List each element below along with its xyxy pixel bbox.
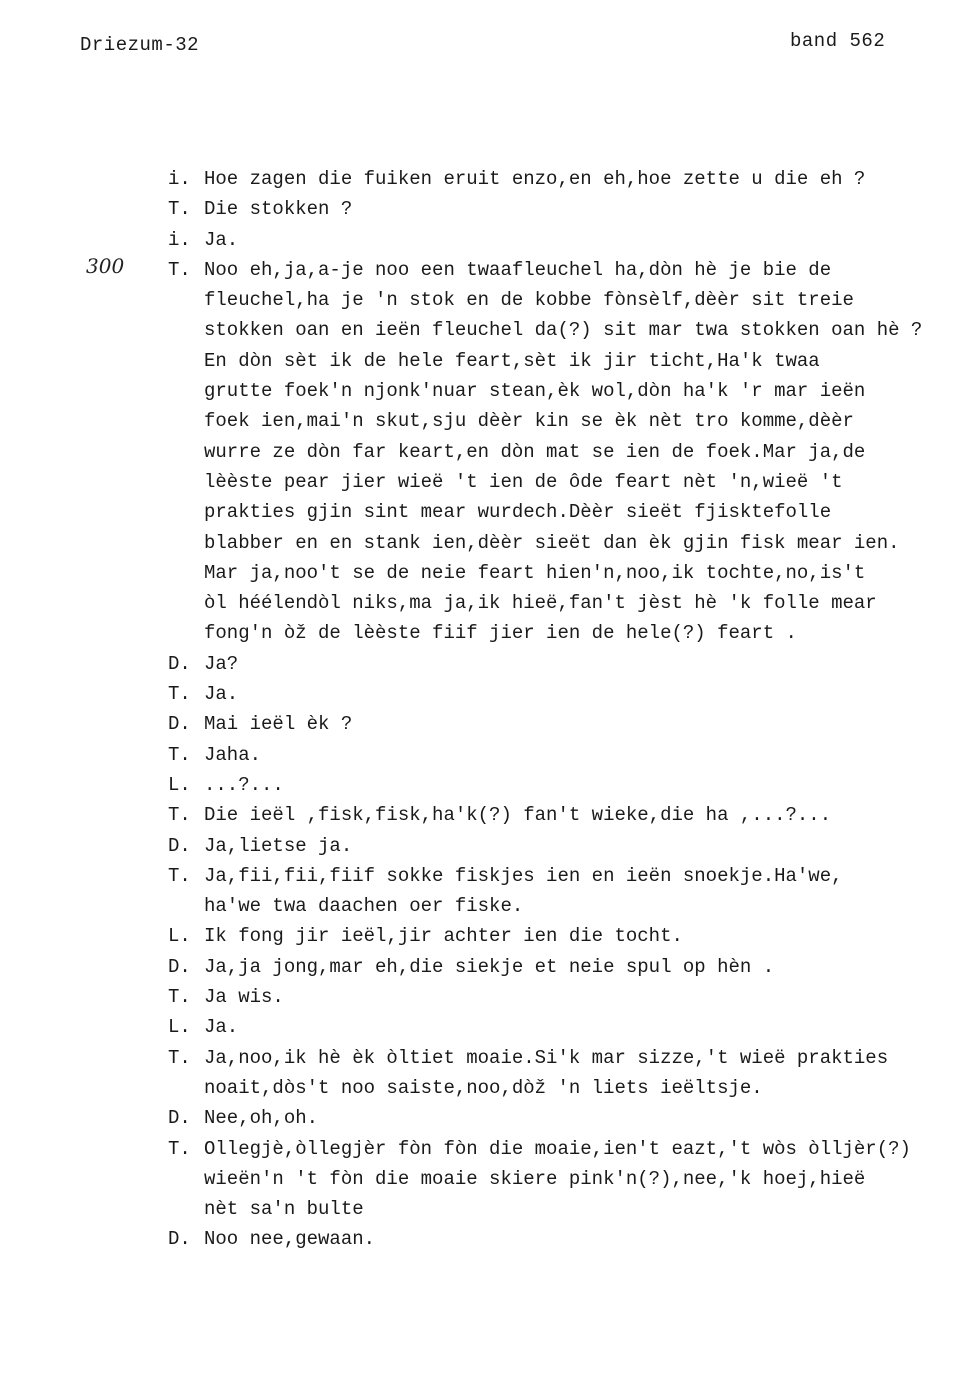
- speaker-label: T.: [168, 743, 191, 766]
- transcript-entry: [168, 952, 968, 982]
- speaker-label: D.: [168, 1228, 191, 1251]
- utterance-line: grutte foek'n njonk'nuar stean,èk wol,dòn ha'k 'r mar ieën: [204, 380, 866, 403]
- utterance: [204, 982, 968, 1012]
- utterance-line: foek ien,mai'n skut,sju dèèr kin se èk nèt tro komme,dèèr: [204, 410, 854, 433]
- utterance: [204, 1103, 968, 1133]
- transcript-entry: [168, 164, 968, 194]
- speaker-label: D.: [168, 713, 191, 736]
- transcript-entry: [168, 861, 968, 922]
- utterance-line: Ja?: [204, 652, 239, 675]
- utterance-line: fleuchel,ha je 'n stok en de kobbe fònsèlf,dèèr sit treie: [204, 289, 854, 312]
- transcript-entry: [168, 1103, 968, 1133]
- utterance-line: òl héélendòl niks,ma ja,ik hieë,fan't jèst hè 'k folle mear: [204, 592, 877, 615]
- speaker-label: L.: [168, 773, 191, 796]
- transcript-entry: [168, 831, 968, 861]
- utterance-line: Ja,lietse ja.: [204, 834, 353, 857]
- transcript-entry: [168, 800, 968, 830]
- utterance: [204, 740, 968, 770]
- utterance-line: En dòn sèt ik de hele feart,sèt ik jir ticht,Ha'k twaa: [204, 349, 820, 372]
- transcript-entry: [168, 225, 968, 255]
- utterance-line: Ja.: [204, 228, 239, 251]
- utterance-line: Ja.: [204, 683, 239, 706]
- speaker-label: D.: [168, 1107, 191, 1130]
- utterance: [204, 921, 968, 951]
- utterance: [204, 649, 968, 679]
- transcript-entry: [168, 982, 968, 1012]
- utterance-line: noait,dòs't noo saiste,noo,dòž 'n liets ieëltsje.: [204, 1076, 763, 1099]
- utterance: [204, 861, 968, 922]
- utterance-line: Jaha.: [204, 743, 262, 766]
- utterance: [204, 164, 968, 194]
- utterance: [204, 679, 968, 709]
- speaker-label: T.: [168, 986, 191, 1009]
- speaker-label: T.: [168, 804, 191, 827]
- transcript-entry: [168, 921, 968, 951]
- speaker-label: T.: [168, 683, 191, 706]
- transcript-entry: [168, 1224, 968, 1254]
- speaker-label: D.: [168, 834, 191, 857]
- utterance: [204, 255, 968, 649]
- utterance-line: wurre ze dòn far keart,en dòn mat se ien de foek.Mar ja,de: [204, 440, 866, 463]
- transcript-entry: [168, 679, 968, 709]
- transcript-entry: [168, 1012, 968, 1042]
- utterance-line: Ja wis.: [204, 986, 284, 1009]
- speaker-label: T.: [168, 198, 191, 221]
- speaker-label: L.: [168, 925, 191, 948]
- utterance: [204, 709, 968, 739]
- transcript-entry: [168, 255, 968, 649]
- speaker-label: i.: [168, 228, 191, 251]
- utterance-line: Ja,noo,ik hè èk òltiet moaie.Si'k mar sizze,'t wieë prakties: [204, 1046, 889, 1069]
- utterance-line: Hoe zagen die fuiken eruit enzo,en eh,hoe zette u die eh ?: [204, 168, 866, 190]
- utterance: [204, 770, 968, 800]
- utterance: [204, 1012, 968, 1042]
- utterance-line: Die stokken ?: [204, 198, 353, 221]
- utterance: [204, 831, 968, 861]
- speaker-label: T.: [168, 1137, 191, 1160]
- utterance-line: Ja,ja jong,mar eh,die siekje et neie spul op hèn .: [204, 955, 775, 978]
- utterance-line: blabber en en stank ien,dèèr sieët dan èk gjin fisk mear ien.: [204, 531, 900, 554]
- utterance: [204, 225, 968, 255]
- utterance-line: Ja.: [204, 1016, 239, 1039]
- utterance-line: Ik fong jir ieël,jir achter ien die tocht.: [204, 925, 683, 948]
- utterance: [204, 952, 968, 982]
- document-id: Driezum-32: [80, 34, 200, 56]
- utterance-line: ha'we twa daachen oer fiske.: [204, 895, 524, 918]
- utterance: [204, 1134, 968, 1225]
- speaker-label: i.: [168, 168, 191, 190]
- utterance-line: Mar ja,noo't se de neie feart hien'n,noo,ik tochte,no,is't: [204, 561, 866, 584]
- utterance: [204, 800, 968, 830]
- transcript-entry: [168, 770, 968, 800]
- tape-number: band 562: [790, 30, 886, 52]
- utterance-line: Ja,fii,fii,fiif sokke fiskjes ien en ieën snoekje.Ha'we,: [204, 864, 843, 887]
- transcript-entry: [168, 740, 968, 770]
- speaker-label: T.: [168, 258, 191, 281]
- speaker-label: T.: [168, 1046, 191, 1069]
- speaker-label: L.: [168, 1016, 191, 1039]
- utterance-line: Die ieël ,fisk,fisk,ha'k(?) fan't wieke,die ha ,...?...: [204, 804, 832, 827]
- transcript-entry: [168, 194, 968, 224]
- transcript-body: [168, 164, 968, 1255]
- utterance-line: prakties gjin sint mear wurdech.Dèèr sieët fjisktefolle: [204, 501, 832, 524]
- utterance: [204, 1043, 968, 1104]
- utterance-line: lèèste pear jier wieë 't ien de ôde feart nèt 'n,wieë 't: [204, 470, 843, 493]
- utterance-line: Noo nee,gewaan.: [204, 1228, 376, 1251]
- transcript-entry: [168, 709, 968, 739]
- utterance-line: nèt sa'n bulte: [204, 1198, 364, 1221]
- utterance: [204, 1224, 968, 1254]
- transcript-entry: [168, 1043, 968, 1104]
- utterance: [204, 194, 968, 224]
- utterance-line: stokken oan en ieën fleuchel da(?) sit mar twa stokken oan hè ?: [204, 319, 923, 342]
- utterance-line: Ollegjè,òllegjèr fòn fòn die moaie,ien't eazt,'t wòs òlljèr(?): [204, 1137, 911, 1160]
- transcript-entry: [168, 1134, 968, 1225]
- utterance-line: Mai ieël èk ?: [204, 713, 353, 736]
- utterance-line: wieën'n 't fòn die moaie skiere pink'n(?),nee,'k hoej,hieë: [204, 1167, 866, 1190]
- speaker-label: T.: [168, 864, 191, 887]
- speaker-label: D.: [168, 955, 191, 978]
- utterance-line: fong'n òž de lèèste fiif jier ien de hele(?) feart .: [204, 622, 797, 645]
- utterance-line: ...?...: [204, 773, 284, 796]
- utterance-line: Noo eh,ja,a-je noo een twaafleuchel ha,dòn hè je bie de: [204, 258, 832, 281]
- transcript-entry: [168, 649, 968, 679]
- margin-counter: 300: [86, 254, 125, 278]
- speaker-label: D.: [168, 652, 191, 675]
- utterance-line: Nee,oh,oh.: [204, 1107, 319, 1130]
